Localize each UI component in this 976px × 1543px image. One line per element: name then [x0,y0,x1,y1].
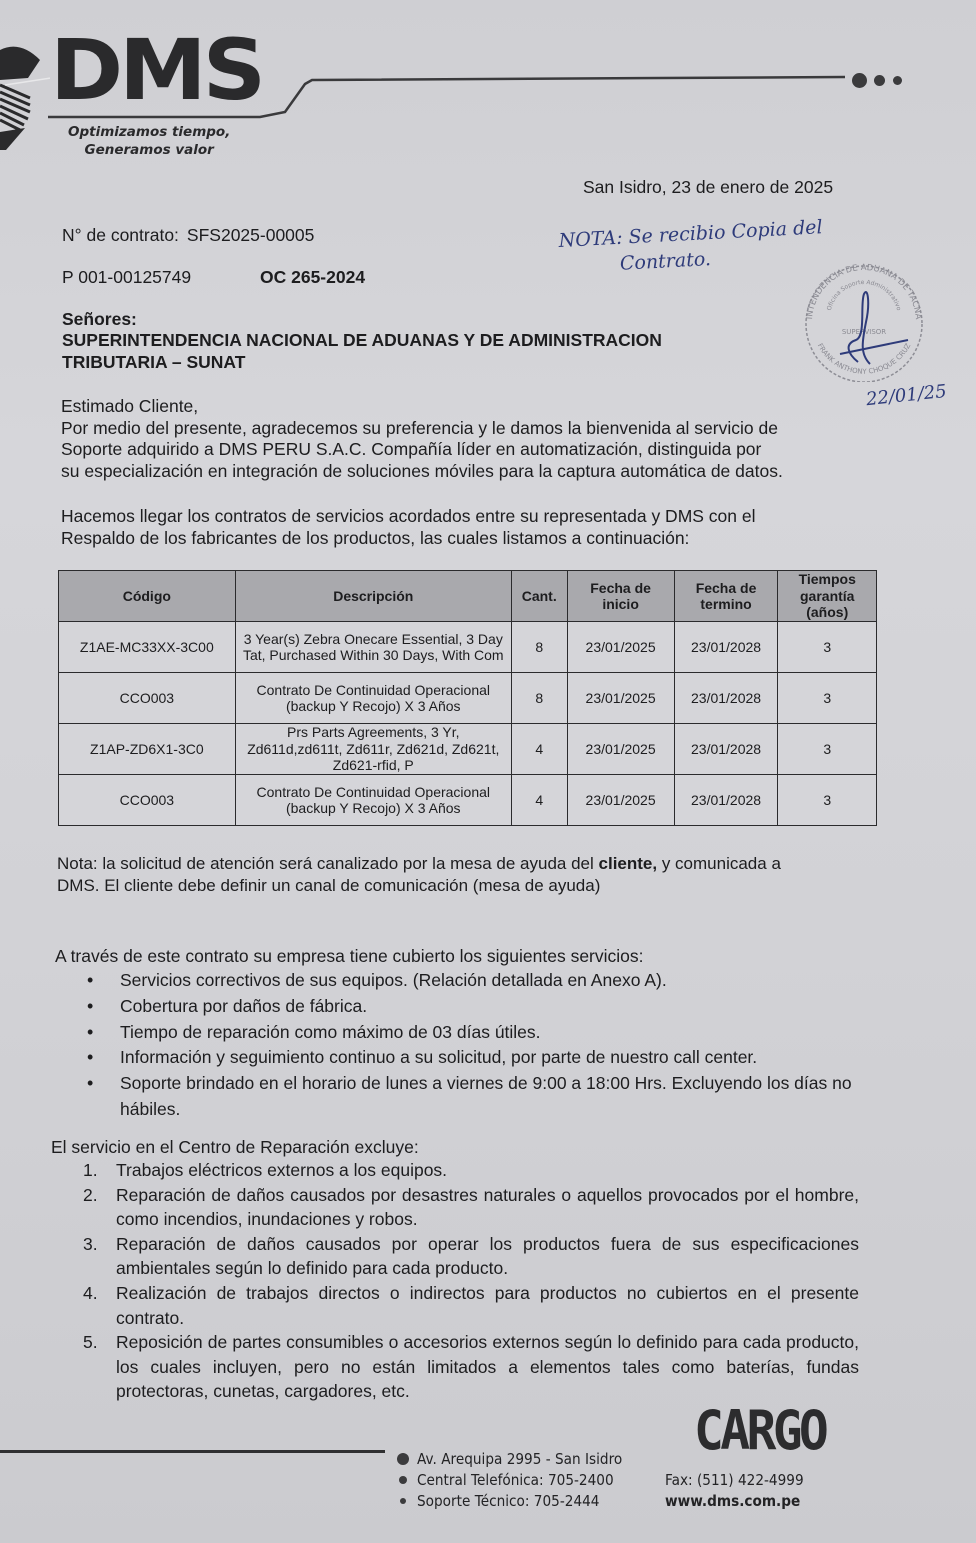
header-cantidad: Cant. [511,571,567,622]
cell-descripcion: 3 Year(s) Zebra Onecare Essential, 3 Day Tat, Purchased Within 30 Days, With Com [235,622,511,673]
exclusions-list [51,1158,859,1404]
footer-address: Av. Arequipa 2995 - San Isidro [417,1450,623,1468]
exclusion-number: 3. [83,1233,98,1254]
cell-cantidad: 4 [511,724,567,775]
exclusion-text: Reposición de partes consumibles o accesorios externos según lo definido para cada producto, los cuales incluyen, pero no están limitados a elementos tales como baterías, fundas protectoras, cunetas, cargadores, etc. [116,1332,859,1402]
header-fecha-inicio: Fecha de inicio [567,571,674,622]
cell-garantia: 3 [778,724,877,775]
cell-codigo: Z1AP-ZD6X1-3C0 [59,724,236,775]
cell-fecha-termino: 23/01/2028 [674,724,778,775]
help-desk-note [57,853,781,897]
intro-paragraph [61,396,783,482]
addressee-line-1: SUPERINTENDENCIA NACIONAL DE ADUANAS Y DE ADMINISTRACION [62,330,662,350]
exclusion-text: Reparación de daños causados por desastres naturales o aquellos provocados por el hombre, como incendios, inundaciones y robos. [116,1184,859,1230]
handwritten-note-line-1: NOTA: Se recibio Copia del [558,216,824,252]
table-header-row [59,571,877,622]
note-text-line2: DMS. El cliente debe definir un canal de comunicación (mesa de ayuda) [57,876,601,895]
header-descripcion: Descripción [235,571,511,622]
header-dot-small [893,76,902,85]
service-item: • Cobertura por daños de fábrica. [120,994,860,1020]
header-dot-large [852,73,867,88]
contracts-line: Hacemos llegar los contratos de servicios acordados entre su representada y DMS con el [61,506,756,526]
exclusion-text: Trabajos eléctricos externos a los equipos. [116,1160,448,1180]
exclusion-number: 2. [83,1184,98,1205]
footer-bullet-icon [400,1498,406,1504]
footer-support: Soporte Técnico: 705-2444 [417,1492,600,1510]
cell-codigo: CCO003 [59,673,236,724]
cell-descripcion: Contrato De Continuidad Operacional (backup Y Recojo) X 3 Años [235,673,511,724]
cell-cantidad: 8 [511,622,567,673]
footer-bullet-icon [399,1476,407,1484]
footer-bullet-icon [397,1453,409,1465]
intro-line: Por medio del presente, agradecemos su preferencia y le damos la bienvenida al servicio de [61,417,778,438]
cell-cantidad: 4 [511,775,567,826]
contract-number-row [62,224,314,246]
cell-fecha-inicio: 23/01/2025 [567,775,674,826]
place-date: San Isidro, 23 de enero de 2025 [583,177,834,197]
contract-number: SFS2025-00005 [186,225,315,245]
stamp-role: SUPERVISOR [841,328,887,336]
exclusion-item [83,1232,859,1281]
exclusion-text: Reparación de daños causados por operar los productos fuera de sus especificaciones ambientales según lo definido para cada producto. [116,1233,859,1279]
services-intro: A través de este contrato su empresa tiene cubierto los siguientes servicios: [55,946,644,966]
table-row [59,622,877,673]
service-item: • Información y seguimiento continuo a su solicitud, por parte de nuestro call center. [120,1045,860,1071]
header-codigo: Código [59,571,236,622]
p-number: P 001-00125749 [62,267,192,287]
svg-text:INTENDENCIA DE ADUANA DE TACNA [805,263,923,320]
cell-garantia: 3 [778,673,877,724]
handwritten-date: 22/01/25 [865,380,948,411]
handwritten-note [558,214,825,280]
exclusion-item [83,1330,859,1404]
header-tiempos-garantia: Tiempos garantía (años) [778,571,877,622]
dms-logo: DMS [50,21,262,119]
cell-fecha-termino: 23/01/2028 [674,673,778,724]
header-fecha-termino: Fecha de termino [674,571,778,622]
tagline-line-2: Generamos valor [84,142,214,158]
note-text-part1: Nota: la solicitud de atención será canalizado por la mesa de ayuda del [57,854,599,873]
cell-descripcion: Prs Parts Agreements, 3 Yr, Zd611d,zd611t, Zd611r, Zd621d, Zd621t, Zd621-rfid, P [235,724,511,775]
exclusion-text: Realización de trabajos directos o indirectos para productos no cubiertos en el presente contrato. [116,1282,859,1328]
cell-garantia: 3 [778,622,877,673]
contracts-line: Respaldo de los fabricantes de los productos, las cuales listamos a continuación: [61,527,690,548]
service-item: • Tiempo de reparación como máximo de 03 días útiles. [120,1020,860,1046]
addressee [62,329,662,373]
tagline [68,123,230,159]
cell-descripcion: Contrato De Continuidad Operacional (backup Y Recojo) X 3 Años [235,775,511,826]
stamp-bottom-text: FRANK ANTHONY CHOQUE CRUZ [815,342,913,376]
table-row [59,775,877,826]
cell-fecha-inicio: 23/01/2025 [567,724,674,775]
table-row [59,673,877,724]
cell-fecha-termino: 23/01/2028 [674,622,778,673]
oc-number: OC 265-2024 [260,267,366,287]
cell-fecha-inicio: 23/01/2025 [567,622,674,673]
exclusion-number: 1. [83,1160,98,1180]
intro-line: Soporte adquirido a DMS PERU S.A.C. Compañía líder en automatización, distinguida por [61,439,762,460]
stamp-top-text: INTENDENCIA DE ADUANA DE TACNA [805,262,923,320]
cell-codigo: Z1AE-MC33XX-3C00 [59,622,236,673]
greeting: Estimado Cliente, [61,396,199,416]
service-item: • Soporte brindado en el horario de lunes a viernes de 9:00 a 18:00 Hrs. Excluyendo los días no hábiles. [120,1071,860,1123]
tagline-line-1: Optimizamos tiempo, [68,124,231,140]
cell-garantia: 3 [778,775,877,826]
table-row [59,724,877,775]
cell-codigo: CCO003 [59,775,236,826]
reception-stamp [800,262,928,382]
stamp-mid-text: Oficina Soporte Administrativo [825,278,903,312]
addressee-line-2: TRIBUTARIA – SUNAT [62,352,246,372]
footer-rule [0,1450,385,1453]
exclusion-item [83,1158,859,1183]
salutation-label: Señores: [62,309,137,329]
contracts-paragraph [61,506,756,549]
exclusion-item [83,1183,859,1232]
footer-fax: Fax: (511) 422-4999 [665,1471,804,1489]
exclusion-number: 5. [83,1332,98,1353]
exclusion-number: 4. [83,1282,98,1303]
cell-fecha-inicio: 23/01/2025 [567,673,674,724]
cargo-stamp: CARGO [694,1399,826,1462]
cell-cantidad: 8 [511,673,567,724]
header-dot-medium [874,75,885,86]
footer-website[interactable]: www.dms.com.pe [665,1492,801,1510]
contracts-table [58,570,877,826]
exclusion-item [83,1281,859,1330]
services-list [55,968,860,1123]
note-text-part2: y comunicada a [657,854,781,873]
handwritten-note-line-2: Contrato. [619,248,712,275]
exclusions-intro: El servicio en el Centro de Reparación excluye: [51,1137,419,1157]
intro-line: su especialización en integración de soluciones móviles para la captura automática de datos. [61,460,783,481]
note-text-bold: cliente, [598,854,658,873]
contract-label: N° de contrato: [62,225,179,245]
footer-phone: Central Telefónica: 705-2400 [417,1471,614,1489]
header-rule [0,0,976,130]
cell-fecha-termino: 23/01/2028 [674,775,778,826]
service-item: • Servicios correctivos de sus equipos. (Relación detallada en Anexo A). [120,968,860,994]
